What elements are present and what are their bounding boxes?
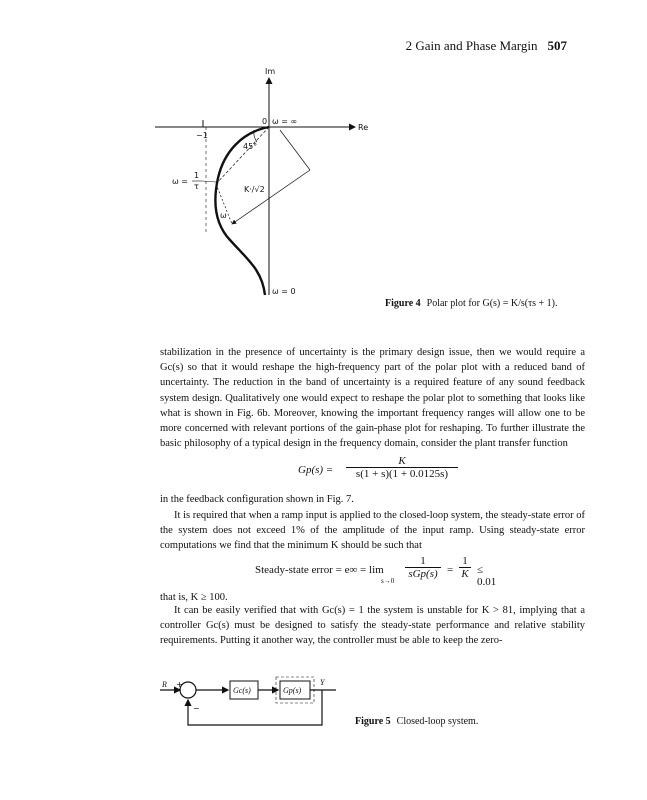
eq2-lhs: Steady-state error = e∞ = lim <box>255 564 384 576</box>
figure4-caption <box>385 298 558 309</box>
paragraph-5: It can be easily verified that with Gc(s) = 1 the system is unstable for K > 81, implying that a controller Gc(s) must be designed to satisfy the steady-state performance and relative stability requirements. Putting it another way, the controller must be able to keep the zero- <box>160 605 585 647</box>
one-label: 1 <box>194 171 200 180</box>
y-label: Y <box>320 678 325 687</box>
gc-label: Gc(s) <box>233 686 251 695</box>
eq2-den2: K <box>459 567 471 580</box>
minus-label: − <box>193 704 200 713</box>
eq2-rhs: ≤ 0.01 <box>477 564 497 588</box>
eq2-fraction-2 <box>459 555 471 580</box>
gp-label: Gp(s) <box>283 686 302 695</box>
eq1-fraction <box>346 455 458 480</box>
origin-label: 0 <box>262 117 268 126</box>
radius-arrow <box>232 170 310 224</box>
paragraph-1: stabilization in the presence of uncertainty is the primary design issue, then we would require a Gc(s) so that it would reshape the high-frequency part of the polar plot with a reduced band of uncertainty. The reduction in the band of uncertainty is a required feature of any sound feedback system design. Qualitatively one would expect to reshape the polar plot to something that looks like what is shown in Fig. 6b. Moreover, knowing the important frequency ranges will allow one to be more concerned with relevant portions of the gain-phase plot for reshaping. To further illustrate the basic philosophy of a typical design in the frequency domain, consider the plant transfer function <box>160 347 585 450</box>
leader-line <box>202 181 216 182</box>
figure4-caption-label: Figure 4 <box>385 298 421 309</box>
figure5-caption <box>355 716 478 727</box>
header-title: 2 Gain and Phase Margin <box>405 38 538 53</box>
angle-45-label: 45° <box>243 142 258 151</box>
radius-line <box>280 130 310 170</box>
paragraph-2: in the feedback configuration shown in Fig. 7. <box>160 494 354 505</box>
k-root2-label: K·/√2 <box>244 185 265 194</box>
page-number: 507 <box>547 38 567 53</box>
paragraph-4: that is, K ≥ 100. <box>160 592 228 603</box>
eq2-fraction-1 <box>405 555 441 580</box>
eq1-lhs: Gp(s) = <box>298 464 334 476</box>
re-axis-label: Re <box>358 123 369 132</box>
eq2-equals: = <box>447 564 454 576</box>
eq2-num2: 1 <box>462 555 468 567</box>
eq1-denominator: s(1 + s)(1 + 0.0125s) <box>346 467 458 480</box>
summing-junction <box>180 682 196 698</box>
omega-eq-label: ω = <box>172 177 188 186</box>
eq2-den1: sGp(s) <box>405 567 441 580</box>
equation-plant <box>298 455 458 489</box>
plus-label: + <box>176 680 183 689</box>
r-label: R <box>162 680 167 689</box>
phase-45-line <box>216 127 269 184</box>
tau-label: τ <box>194 182 199 191</box>
equation-steady-state <box>255 555 505 589</box>
omega-zero-label: ω = 0 <box>272 287 296 296</box>
eq2-num1: 1 <box>420 555 426 567</box>
page-header <box>406 38 567 54</box>
paragraph-3: It is required that when a ramp input is applied to the closed-loop system, the steady-state error of the system does not exceed 1% of the amplitude of the input ramp. Using steady-state error computations we find that the minimum K should be such that <box>160 510 585 552</box>
eq2-limit-sub: s→0 <box>381 577 395 585</box>
im-axis-label: Im <box>265 67 276 76</box>
omega-label: ω <box>220 211 227 220</box>
minus-one-label: −1 <box>196 131 208 140</box>
figure5-block-diagram <box>160 675 340 735</box>
figure4-caption-text: Polar plot for G(s) = K/s(τs + 1). <box>426 298 558 309</box>
eq1-numerator: K <box>398 455 406 467</box>
omega-inf-label: ω = ∞ <box>272 117 298 126</box>
figure5-caption-text: Closed-loop system. <box>396 716 479 727</box>
figure4-polar-plot <box>150 60 390 300</box>
feedback-path <box>188 690 322 725</box>
figure5-caption-label: Figure 5 <box>355 716 391 727</box>
